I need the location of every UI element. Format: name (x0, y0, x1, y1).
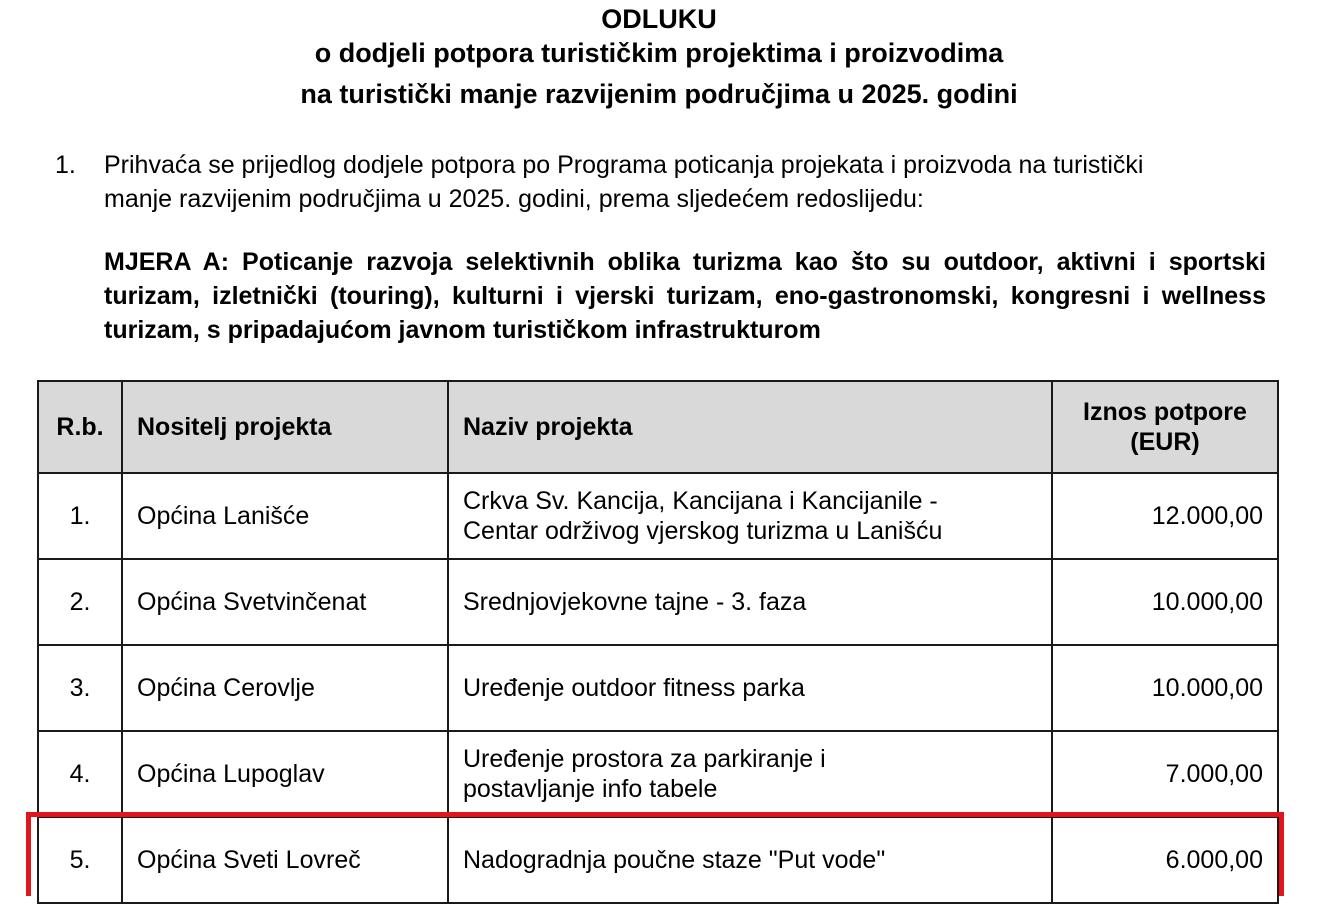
cell-amount: 10.000,00 (1052, 645, 1278, 731)
cell-holder: Općina Svetvinčenat (122, 559, 448, 645)
cell-project (448, 731, 1052, 817)
header-amount (1052, 381, 1278, 473)
cell-rb: 5. (38, 817, 122, 903)
cell-rb: 1. (38, 473, 122, 559)
measure-a-heading: MJERA A: Poticanje razvoja selektivnih oblika turizma kao što su outdoor, aktivni i sportski turizam, izletnički (touring), kulturni i vjerski turizam, eno-gastronomski, kongresni i wellness turizam, s pripadajućom javnom turističkom infrastrukturom (104, 248, 1266, 344)
cell-holder: Općina Sveti Lovreč (122, 817, 448, 903)
cell-amount: 6.000,00 (1052, 817, 1278, 903)
cell-project-line-1: Crkva Sv. Kancija, Kancijana i Kancijanile - (463, 487, 938, 515)
cell-project (448, 559, 1052, 645)
cell-holder: Općina Cerovlje (122, 645, 448, 731)
cell-holder: Općina Lanišće (122, 473, 448, 559)
cell-project-line-1: Uređenje outdoor fitness parka (463, 674, 805, 702)
table-row (38, 645, 1278, 731)
intro-item-number: 1. (55, 151, 76, 179)
cell-amount: 12.000,00 (1052, 473, 1278, 559)
cell-project (448, 817, 1052, 903)
header-holder: Nositelj projekta (122, 381, 448, 473)
cell-project-line-1: Uređenje prostora za parkiranje i (463, 745, 826, 773)
header-amount-line-1: Iznos potpore (1083, 398, 1247, 426)
cell-rb: 2. (38, 559, 122, 645)
table-row (38, 731, 1278, 817)
cell-amount: 10.000,00 (1052, 559, 1278, 645)
cell-project-line-1: Nadogradnja poučne staze "Put vode" (463, 846, 886, 874)
intro-paragraph: Prihvaća se prijedlog dodjele potpora po Programa poticanja projekata i proizvoda na turistički manje razvijenim područjima u 2025. godini, prema sljedećem redoslijedu: (104, 151, 1144, 213)
cell-holder: Općina Lupoglav (122, 731, 448, 817)
grant-table (37, 380, 1279, 904)
document-subtitle-line-1: o dodjeli potpora turističkim projektima i proizvodima (314, 38, 1004, 68)
cell-project (448, 645, 1052, 731)
cell-rb: 4. (38, 731, 122, 817)
cell-project-line-2: postavljanje info tabele (463, 775, 718, 803)
cell-rb: 3. (38, 645, 122, 731)
table-header-row (38, 381, 1278, 473)
table-row-highlighted (38, 817, 1278, 903)
table-row (38, 473, 1278, 559)
cell-amount: 7.000,00 (1052, 731, 1278, 817)
header-project: Naziv projekta (448, 381, 1052, 473)
table-row (38, 559, 1278, 645)
cell-project-line-1: Srednjovjekovne tajne - 3. faza (463, 588, 807, 616)
cell-project (448, 473, 1052, 559)
header-amount-line-2: (EUR) (1130, 428, 1200, 456)
header-rb: R.b. (38, 381, 122, 473)
document-subtitle-line-2: na turistički manje razvijenim područjima u 2025. godini (300, 79, 1018, 109)
document-title: ODLUKU (601, 4, 717, 34)
cell-project-line-2: Centar održivog vjerskog turizma u Lanišću (463, 517, 943, 545)
